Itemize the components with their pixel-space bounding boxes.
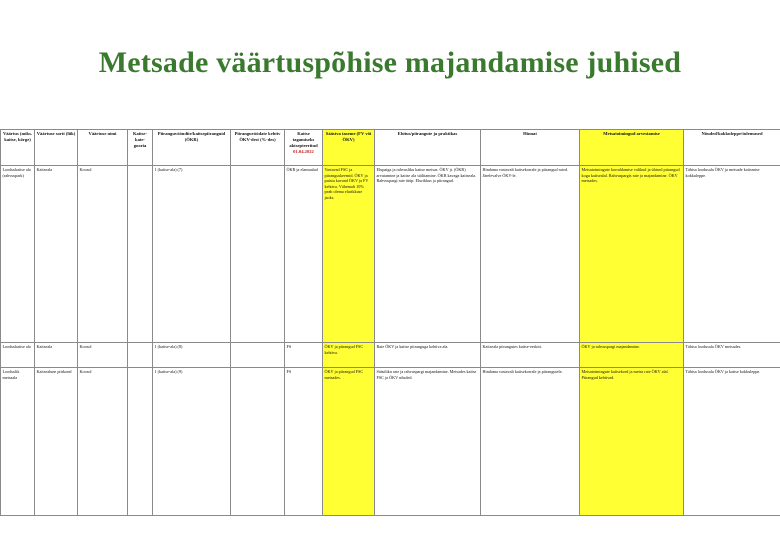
- table-row: [1, 368, 780, 516]
- header-value: Väärtus (miks. kaitse, kõrge): [1, 130, 35, 166]
- cell-forest-operations: Metsatoimingute korraldamise valikud ja ühtsed piirangud kogu kaitsealal. Rahvuspargis raie ja majandamine. ÖKV metsades.: [580, 166, 684, 343]
- header-requirements: Nõuded/kokkuleppe/tulemused: [684, 130, 780, 166]
- cell-requirements: Tähtsa loodusala ÖKV ja kaitse kokkuleppe.: [684, 368, 780, 516]
- cell-value: Looduskaitse ala: [1, 343, 35, 368]
- header-restrictions: Piiranguvööndite/kaitsepiiranguid (ÖKR): [153, 130, 231, 166]
- guidelines-table: [0, 129, 780, 516]
- header-date: 01.04.2022: [293, 149, 314, 154]
- cell-restrictions: 1 (kaitse-ala) (7): [153, 166, 231, 343]
- cell-requirements: Tähtsa loodusala ÖKV metsades.: [684, 343, 780, 368]
- cell-forest-operations: ÖKV ja rahvuspargi majandamine.: [580, 343, 684, 368]
- cell-share: [231, 343, 285, 368]
- cell-value: Looduskaitse ala (rahvuspark): [1, 166, 35, 343]
- cell-value-type: Kaitseala: [35, 166, 78, 343]
- header-share: Piiranguvöödate kehtiv ÖKV-dest (%-des): [231, 130, 285, 166]
- cell-share: [231, 166, 285, 343]
- cell-restrictions-practice: Säästliku raie ja rahvuspargi majandamine. Metsades kaitse FSC ja ÖKV nõuded.: [375, 368, 481, 516]
- cell-restrictions: 1 (kaitse-ala) (8): [153, 343, 231, 368]
- header-sustainable-level: Säästva taseme (FV või ÖKV): [323, 130, 375, 166]
- header-accepted-label: Kaitse tagamiseks aktsepteeritud: [289, 131, 318, 148]
- cell-restrictions: 1 (kaitse-ala) (9): [153, 368, 231, 516]
- cell-value-name: Koosol: [78, 166, 128, 343]
- cell-accepted: FS: [285, 343, 323, 368]
- cell-value-type: Kaitseala: [35, 343, 78, 368]
- cell-requirements: Tähtsa loodusala ÖKV ja metsade kaitsmise kokkuleppe.: [684, 166, 780, 343]
- table-row: [1, 166, 780, 343]
- header-value-name: Väärtuse nimi: [78, 130, 128, 166]
- header-accepted: [285, 130, 323, 166]
- cell-sustainable-level: ÖKV ja piirangud FSC kehtiva.: [323, 343, 375, 368]
- cell-sustainable-level: ÖKV ja piirangud FSC metsades.: [323, 368, 375, 516]
- page-title: Metsade väärtuspõhise majandamise juhised: [98, 46, 682, 79]
- table-header-row: [1, 130, 780, 166]
- cell-value: Looduslik metsaala: [1, 368, 35, 516]
- header-restrictions-practice: Ehitus/piirangute ja praktikas: [375, 130, 481, 166]
- cell-sustainable-level: Vastavad FSC ja piiranguskeemid. ÖKV ja puistu kavand ÖKV ja FV kehtiva. Vähemalt 10% peab olema elurikkuse jaoks.: [323, 166, 375, 343]
- cell-value-type: Kaitsealune piirkond: [35, 368, 78, 516]
- cell-category: [128, 166, 153, 343]
- header-value-type: Väärtuse sorti (liik): [35, 130, 78, 166]
- cell-category: [128, 368, 153, 516]
- table-row: [1, 343, 780, 368]
- cell-category: [128, 343, 153, 368]
- header-assessment: Hinnat: [481, 130, 580, 166]
- cell-restrictions-practice: Elupaiga ja rahvusliku kaitse metsas. ÖKV jt. (ÖKR) arvutamine ja kaitse ala säilitamine. ÖKR kavaga kaitseala. Rahvuspargi raie tüüp. Elurikkus ja piirangud.: [375, 166, 481, 343]
- cell-assessment: Hindama vastavalt kaitsekorrale ja piirangutele.: [481, 368, 580, 516]
- cell-assessment: Kaitseala piirangutes kaitse-eeskiri.: [481, 343, 580, 368]
- cell-value-name: Koosol: [78, 343, 128, 368]
- cell-assessment: Hindama vastavalt kaitsekorrale ja piirangud raied. Järelevalve ÖKV-le.: [481, 166, 580, 343]
- cell-accepted: ÖKR ja elamualad: [285, 166, 323, 343]
- cell-value-name: Koosol: [78, 368, 128, 516]
- header-category: Kaitse- kate- gooria: [128, 130, 153, 166]
- cell-forest-operations: Metsatoimingute kaitsekord ja metsa raie ÖKV alal. Piirangud kehtivad.: [580, 368, 684, 516]
- header-forest-operations: Metsatoimingud arvestamise: [580, 130, 684, 166]
- cell-accepted: FS: [285, 368, 323, 516]
- cell-restrictions-practice: Raie ÖKV ja kaitse piiranguga kehtiva ala.: [375, 343, 481, 368]
- cell-share: [231, 368, 285, 516]
